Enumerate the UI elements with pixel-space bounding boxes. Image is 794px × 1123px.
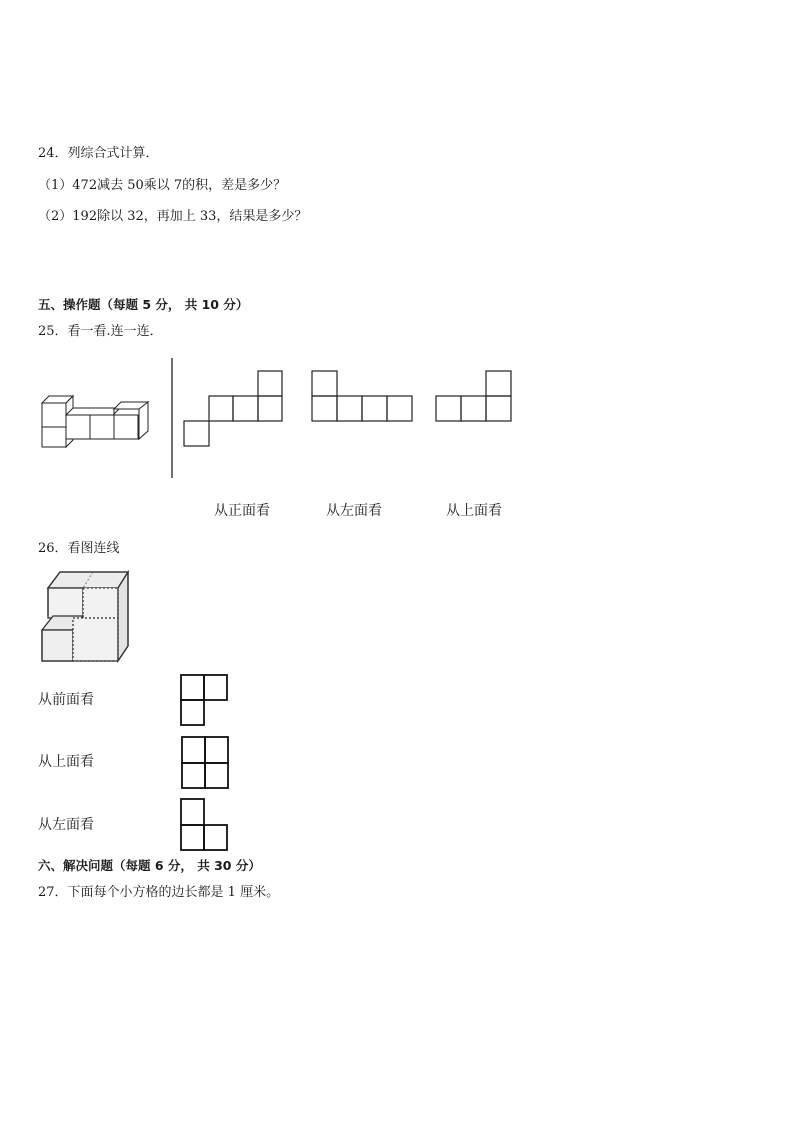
q26-view-2	[180, 735, 232, 791]
q25-view-a	[183, 370, 285, 448]
q25-view-b	[311, 370, 415, 424]
q24-item-2: （2）192除以 32，再加上 33，结果是多少？	[38, 209, 308, 224]
q25-label-top: 从上面看	[446, 503, 502, 519]
q25-divider	[170, 358, 174, 480]
q27-title: 27．下面每个小方格的边长都是 1 厘米。	[38, 885, 280, 900]
q24-title: 24．列综合式计算．	[38, 146, 159, 161]
q26-view-3	[179, 797, 231, 853]
q26-block-figure	[38, 568, 132, 666]
q25-label-front: 从正面看	[214, 503, 270, 519]
q24-item-1: （1）472减去 50乘以 7的积，差是多少？	[38, 178, 287, 193]
q26-label-top: 从上面看	[38, 754, 94, 770]
q26-title: 26．看图连线	[38, 541, 120, 556]
section-6-heading: 六、解决问题（每题 6 分， 共 30 分）	[38, 858, 261, 873]
q25-title: 25．看一看.连一连．	[38, 324, 163, 339]
q25-view-c	[435, 370, 515, 424]
q25-label-left: 从左面看	[326, 503, 382, 519]
q26-view-1	[179, 673, 231, 728]
q25-cube-structure	[40, 394, 155, 449]
section-5-heading: 五、操作题（每题 5 分， 共 10 分）	[38, 297, 249, 312]
q26-label-front: 从前面看	[38, 692, 94, 708]
q26-label-left: 从左面看	[38, 817, 94, 833]
